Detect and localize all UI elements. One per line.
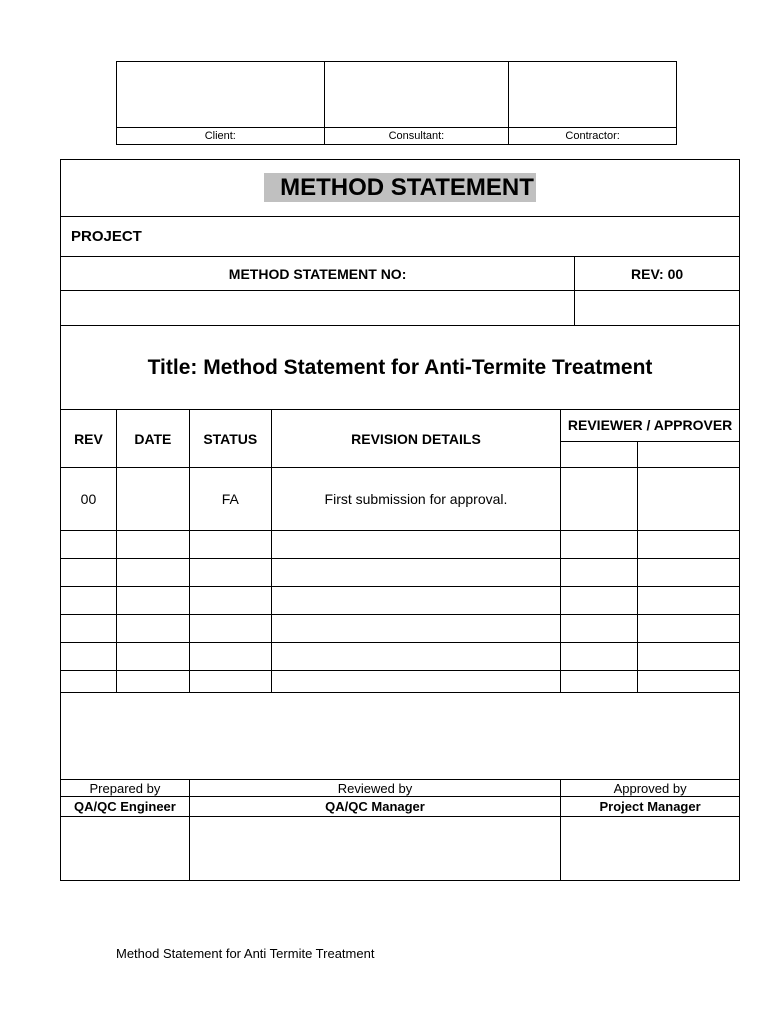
- prepared-by-label: Prepared by: [61, 780, 190, 797]
- client-signature-area: [117, 62, 325, 128]
- contractor-label: Contractor:: [509, 128, 677, 145]
- consultant-label: Consultant:: [324, 128, 509, 145]
- table-row: [61, 468, 740, 531]
- party-signature-block: [116, 61, 677, 145]
- client-label: Client:: [117, 128, 325, 145]
- approved-by-signature: [561, 817, 740, 881]
- row-reviewer: [561, 468, 638, 531]
- approved-by-label: Approved by: [561, 780, 740, 797]
- reviewed-by-signature: [189, 817, 560, 881]
- form-heading: METHOD STATEMENT: [264, 173, 536, 202]
- date-column-header: DATE: [116, 410, 189, 468]
- prepared-by-signature: [61, 817, 190, 881]
- approver-subheader: [638, 442, 740, 468]
- rev-value: [575, 291, 740, 326]
- table-row: [61, 671, 740, 693]
- document-title: Title: Method Statement for Anti-Termite Treatment: [61, 326, 740, 410]
- status-column-header: STATUS: [189, 410, 271, 468]
- table-row: [61, 531, 740, 559]
- form-heading-cell: [61, 160, 740, 217]
- project-label: PROJECT: [61, 217, 740, 257]
- contractor-signature-area: [509, 62, 677, 128]
- reviewed-by-role: QA/QC Manager: [189, 797, 560, 817]
- approved-by-role: Project Manager: [561, 797, 740, 817]
- ms-number-value: [61, 291, 575, 326]
- row-status: FA: [189, 468, 271, 531]
- row-details: First submission for approval.: [271, 468, 560, 531]
- reviewer-approver-column-header: REVIEWER / APPROVER: [561, 410, 740, 442]
- table-row: [61, 559, 740, 587]
- reviewer-subheader: [561, 442, 638, 468]
- prepared-by-role: QA/QC Engineer: [61, 797, 190, 817]
- blank-area: [61, 693, 740, 780]
- reviewed-by-label: Reviewed by: [189, 780, 560, 797]
- revision-details-column-header: REVISION DETAILS: [271, 410, 560, 468]
- row-rev: 00: [61, 468, 117, 531]
- table-row: [61, 615, 740, 643]
- row-approver: [638, 468, 740, 531]
- table-row: [61, 643, 740, 671]
- method-statement-form: [60, 159, 740, 881]
- row-date: [116, 468, 189, 531]
- table-row: [61, 587, 740, 615]
- rev-label: REV: 00: [575, 257, 740, 291]
- ms-number-label: METHOD STATEMENT NO:: [61, 257, 575, 291]
- consultant-signature-area: [324, 62, 509, 128]
- rev-column-header: REV: [61, 410, 117, 468]
- page-footer: Method Statement for Anti Termite Treatment: [116, 946, 375, 961]
